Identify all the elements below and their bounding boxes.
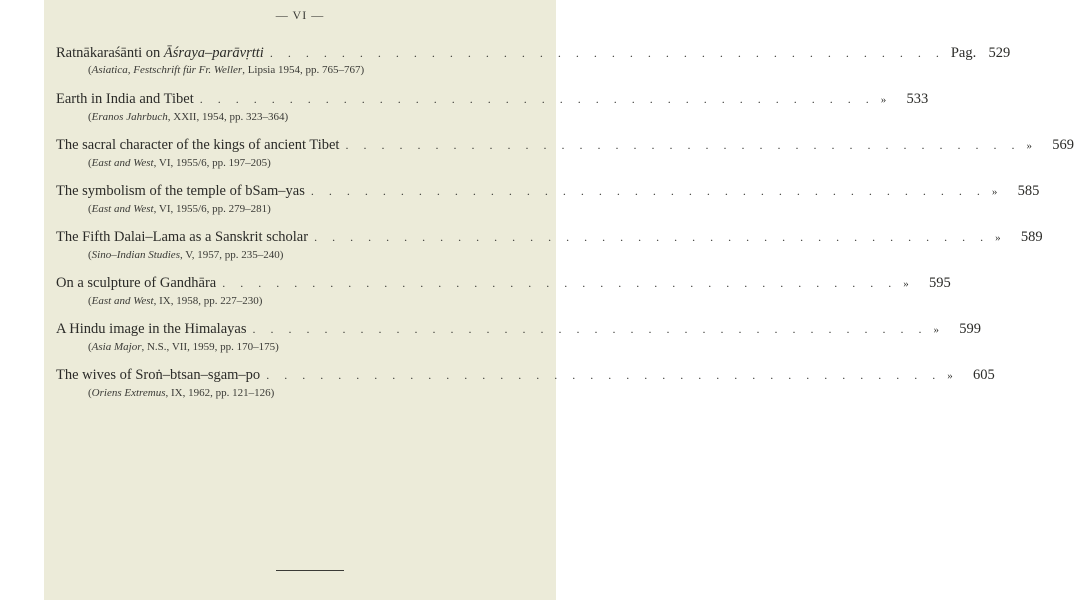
leader-dots: . . . . . . . . . . . . . . . . . . . . . . . . . . . . . . . . . . . . . . — [222, 276, 898, 290]
entry-citation: (Asia Major, N.S., VII, 1959, pp. 170–175) — [88, 341, 279, 353]
toc-entry — [56, 228, 1043, 274]
entry-citation: (Asiatica, Festschrift für Fr. Weller, Lipsia 1954, pp. 765–767) — [88, 64, 365, 76]
page-label: Pag. — [950, 45, 977, 61]
book-page — [44, 0, 1074, 600]
ditto-mark: » — [880, 94, 887, 106]
entry-title: Ratnākaraśānti on Āśraya–parāvṛtti — [56, 45, 264, 61]
page-number: 585 — [1017, 183, 1040, 199]
entry-title: The wives of Sroṅ–btsan–sgam–po — [56, 367, 261, 383]
entry-citation: (East and West, VI, 1955/6, pp. 279–281) — [88, 203, 271, 215]
toc-entry — [56, 90, 929, 136]
entry-citation: (Sino–Indian Studies, V, 1957, pp. 235–240) — [88, 249, 284, 261]
toc-entry — [56, 44, 1011, 90]
entry-title: On a sculpture of Gandhāra — [56, 275, 217, 291]
entry-title: The sacral character of the kings of ancient Tibet — [56, 137, 340, 153]
toc-entry — [56, 274, 951, 320]
entry-title: The symbolism of the temple of bSam–yas — [56, 183, 305, 199]
page-header-roman-numeral: — VI — — [275, 8, 325, 22]
page-number: 589 — [1020, 229, 1043, 245]
leader-dots: . . . . . . . . . . . . . . . . . . . . . . . . . . . . . . . . . . . . . . — [314, 230, 990, 244]
ditto-mark: » — [903, 278, 909, 290]
footer-rule-divider — [276, 570, 344, 571]
leader-dots: . . . . . . . . . . . . . . . . . . . . . . . . . . . . . . . . . . . . . . — [310, 184, 986, 198]
leader-dots: . . . . . . . . . . . . . . . . . . . . . . . . . . . . . . . . . . . . . . — [199, 92, 875, 106]
ditto-mark: » — [991, 186, 998, 198]
page-number: 529 — [988, 45, 1011, 61]
ditto-mark: » — [1026, 140, 1032, 152]
entry-citation: (East and West, IX, 1958, pp. 227–230) — [88, 295, 263, 307]
page-number: 595 — [929, 275, 951, 291]
entry-citation: (Eranos Jahrbuch, XXII, 1954, pp. 323–364) — [88, 111, 289, 123]
entry-title: The Fifth Dalai–Lama as a Sanskrit scholar — [56, 229, 309, 245]
toc-entry — [56, 366, 995, 412]
toc-entry — [56, 320, 981, 366]
ditto-mark: » — [933, 324, 939, 336]
ditto-mark: » — [995, 232, 1001, 244]
leader-dots: . . . . . . . . . . . . . . . . . . . . . . . . . . . . . . . . . . . . . . — [266, 368, 942, 382]
toc-entry — [56, 136, 1074, 182]
ditto-mark: » — [947, 370, 953, 382]
leader-dots: . . . . . . . . . . . . . . . . . . . . . . . . . . . . . . . . . . . . . . — [269, 46, 945, 60]
page-number: 605 — [972, 367, 995, 383]
leader-dots: . . . . . . . . . . . . . . . . . . . . . . . . . . . . . . . . . . . . . . — [252, 322, 928, 336]
toc-entry — [56, 182, 1040, 228]
table-of-contents — [56, 44, 1074, 412]
page-number: 533 — [906, 91, 929, 107]
entry-title: Earth in India and Tibet — [56, 91, 194, 107]
entry-citation: (East and West, VI, 1955/6, pp. 197–205) — [88, 157, 271, 169]
leader-dots: . . . . . . . . . . . . . . . . . . . . . . . . . . . . . . . . . . . . . . — [345, 138, 1021, 152]
entry-citation: (Oriens Extremus, IX, 1962, pp. 121–126) — [88, 387, 275, 399]
page-number: 569 — [1052, 137, 1074, 153]
entry-title: A Hindu image in the Himalayas — [56, 321, 247, 337]
page-number: 599 — [959, 321, 981, 337]
